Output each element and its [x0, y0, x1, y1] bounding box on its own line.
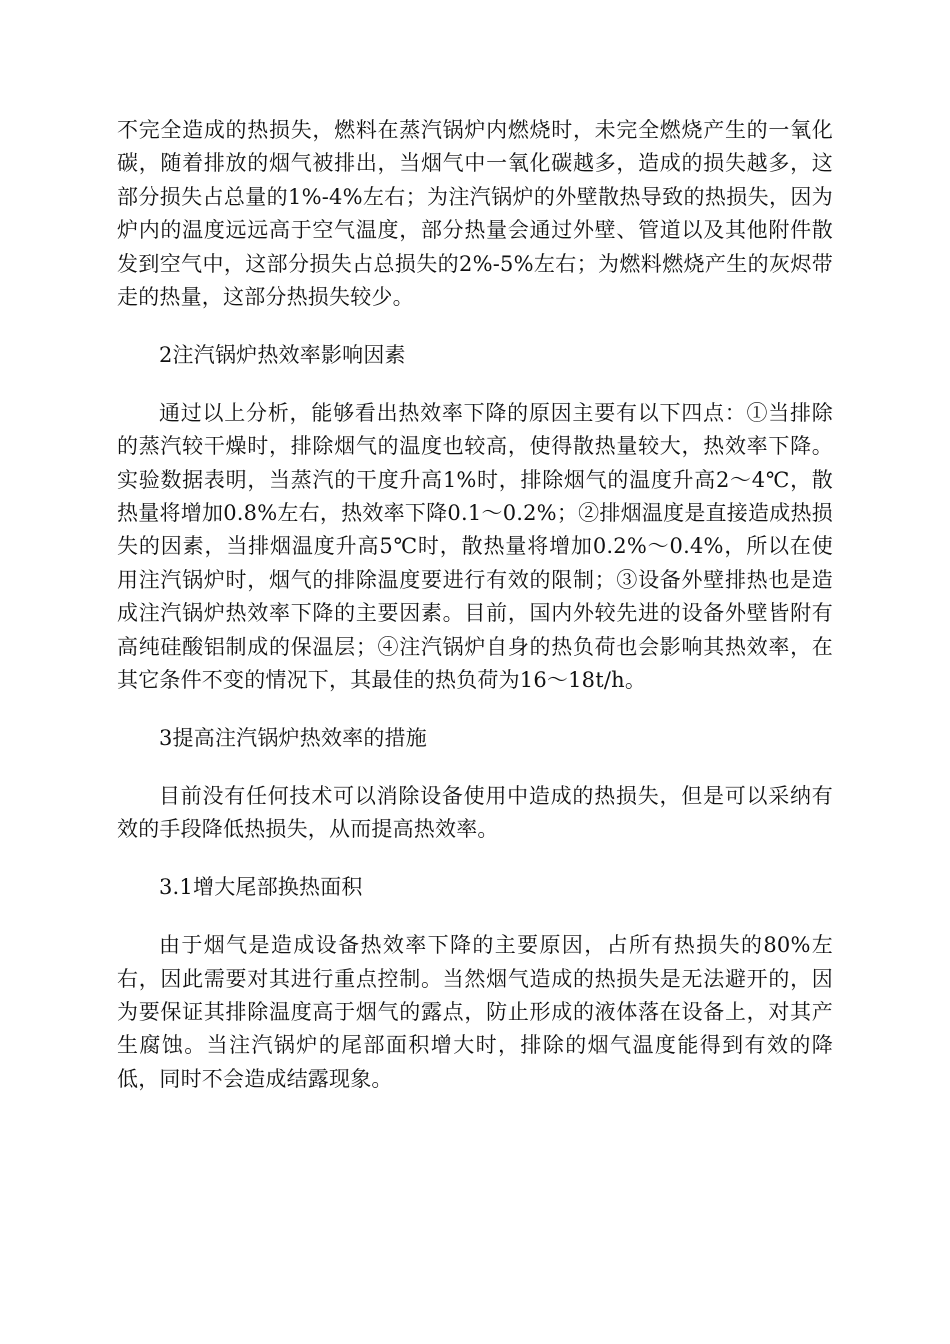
document-page [117, 114, 833, 1121]
paragraph-measures-intro: 目前没有任何技术可以消除设备使用中造成的热损失，但是可以采纳有效的手段降低热损失，从而提高热效率。 [117, 783, 833, 842]
section-heading-3: 3提高注汽锅炉热效率的措施 [159, 726, 427, 750]
paragraph-heat-loss-types: 不完全造成的热损失，燃料在蒸汽锅炉内燃烧时，未完全燃烧产生的一氧化碳，随着排放的烟气被排出，当烟气中一氧化碳越多，造成的损失越多，这部分损失占总量的1%-4%左右；为注汽锅炉的外壁散热导致的热损失，因为炉内的温度远远高于空气温度，部分热量会通过外壁、管道以及其他附件散发到空气中，这部分损失占总损失的2%-5%左右；为燃料燃烧产生的灰烬带走的热量，这部分热损失较少。 [117, 118, 833, 310]
section-heading-2: 2注汽锅炉热效率影响因素 [159, 342, 406, 367]
section-heading-3-1: 3.1增大尾部换热面积 [159, 875, 363, 900]
paragraph-influence-factors: 通过以上分析，能够看出热效率下降的原因主要有以下四点：①当排除的蒸汽较干燥时，排除烟气的温度也较高，使得散热量较大，热效率下降。实验数据表明，当蒸汽的干度升高1%时，排除烟气的温度升高2～4℃，散热量将增加0.8%左右，热效率下降0.1～0.2%；②排烟温度是直接造成热损失的因素，当排烟温度升高5℃时，散热量将增加0.2%～0.4%，所以在使用注汽锅炉时，烟气的排除温度要进行有效的限制；③设备外壁排热也是造成注汽锅炉热效率下降的主要因素。目前，国内外较先进的设备外壁皆附有高纯硅酸铝制成的保温层；④注汽锅炉自身的热负荷也会影响其热效率，在其它条件不变的情况下，其最佳的热负荷为16～18t/h。 [117, 400, 833, 693]
paragraph-tail-heat-exchange: 由于烟气是造成设备热效率下降的主要原因，占所有热损失的80%左右，因此需要对其进行重点控制。当然烟气造成的热损失是无法避开的，因为要保证其排除温度高于烟气的露点，防止形成的液体落在设备上，对其产生腐蚀。当注汽锅炉的尾部面积增大时，排除的烟气温度能得到有效的降低，同时不会造成结露现象。 [117, 933, 833, 1091]
